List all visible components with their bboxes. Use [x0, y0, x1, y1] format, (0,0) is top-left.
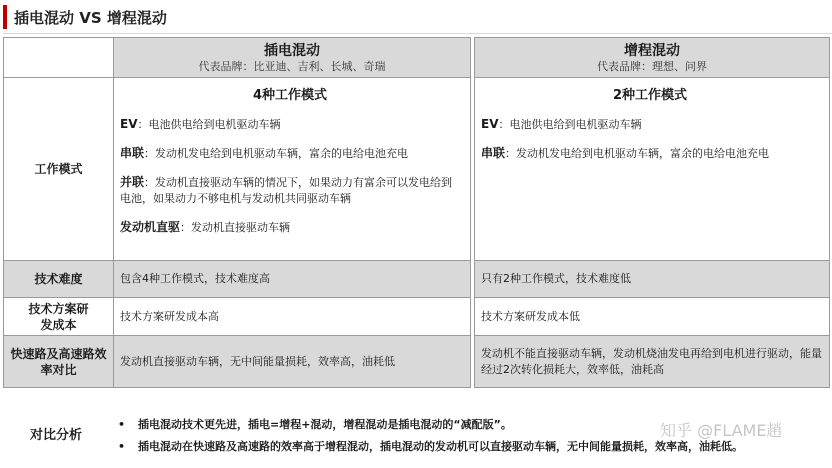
efficiency-label: 快速路及高速路效率对比	[4, 336, 114, 388]
phev-column-title: 插电混动	[264, 42, 320, 59]
phev-difficulty: 包含4种工作模式，技术难度高	[114, 261, 471, 298]
phev-mode-parallel: 并联：发动机直接驱动车辆的情况下，如果动力有富余可以发电给到电池，如果动力不够电机与发动机共同驱动车辆	[120, 175, 453, 205]
phev-rd-cost: 技术方案研发成本高	[114, 298, 471, 336]
phev-work-modes	[114, 78, 471, 261]
erev-mode-series: 串联：发动机发电给到电机驱动车辆，富余的电给电池充电	[481, 146, 770, 160]
erev-modes-title: 2种工作模式	[612, 88, 688, 103]
erev-column-title: 增程混动	[624, 42, 680, 59]
rd-cost-label: 技术方案研发成本	[4, 298, 114, 336]
difficulty-row	[4, 261, 830, 298]
phev-brands: 代表品牌：比亚迪、吉利、长城、奇瑞	[198, 59, 386, 73]
phev-mode-series: 串联：发动机发电给到电机驱动车辆，富余的电给电池充电	[120, 146, 409, 160]
erev-efficiency: 发动机不能直接驱动车辆，发动机烧油发电再给到电机进行驱动，能量经过2次转化损耗大，效率低，油耗高	[475, 336, 830, 388]
erev-difficulty: 只有2种工作模式，技术难度低	[475, 261, 830, 298]
analysis-points	[118, 414, 743, 458]
erev-work-modes	[475, 78, 830, 261]
difficulty-label: 技术难度	[4, 261, 114, 298]
comparison-table	[3, 37, 830, 388]
page-title: 插电混动 VS 增程混动	[14, 9, 167, 27]
efficiency-row	[4, 336, 830, 388]
phev-efficiency: 发动机直接驱动车辆，无中间能量损耗，效率高，油耗低	[114, 336, 471, 388]
phev-modes-title: 4种工作模式	[252, 88, 328, 103]
rd-cost-row	[4, 298, 830, 336]
bullet-icon: •	[118, 418, 126, 431]
header-erev	[475, 38, 830, 78]
analysis-label: 对比分析	[30, 428, 83, 443]
analysis-point: • 插电混动技术更先进，插电=增程+混动，增程混动是插电混动的“减配版”。	[118, 414, 743, 436]
work-modes-label: 工作模式	[4, 78, 114, 261]
header-row	[4, 38, 830, 78]
title-divider	[3, 33, 832, 34]
bullet-icon: •	[118, 440, 126, 453]
analysis-point: • 插电混动在快速路及高速路的效率高于增程混动，插电混动的发动机可以直接驱动车辆，无中间能量损耗，效率高，油耗低。	[118, 436, 743, 458]
header-phev	[114, 38, 471, 78]
phev-mode-direct: 发动机直驱：发动机直接驱动车辆	[120, 220, 291, 234]
erev-mode-ev: EV：电池供电给到电机驱动车辆	[481, 117, 642, 131]
erev-rd-cost: 技术方案研发成本低	[475, 298, 830, 336]
erev-brands: 代表品牌：理想、问界	[597, 59, 707, 73]
header-blank-cell	[4, 38, 114, 78]
title-accent-bar	[3, 5, 7, 29]
watermark: 知乎 @FLAME趙	[660, 421, 783, 440]
phev-mode-ev: EV：电池供电给到电机驱动车辆	[120, 117, 281, 131]
work-modes-row	[4, 78, 830, 261]
title-bar	[0, 0, 832, 34]
